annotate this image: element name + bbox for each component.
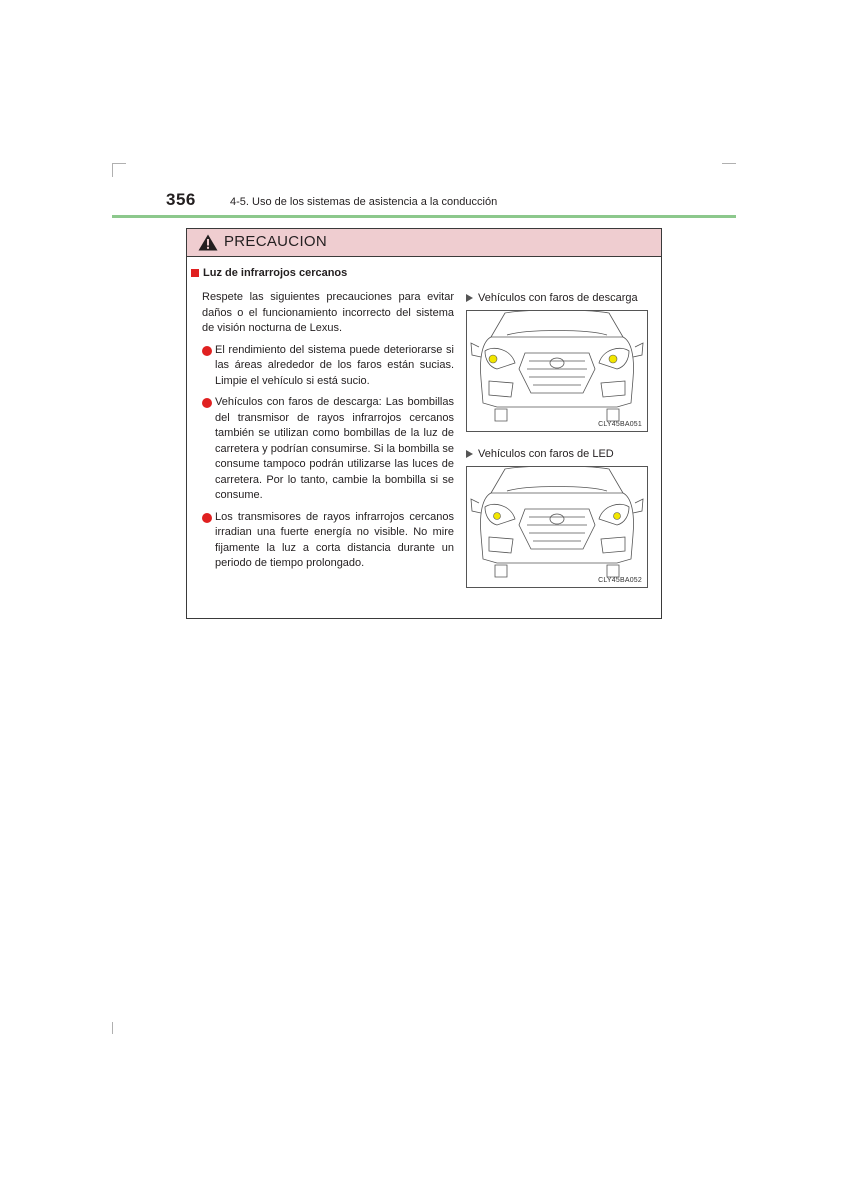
- crop-mark: [112, 1022, 113, 1034]
- bullet-text: Los transmisores de rayos infrarrojos cercanos irradian una fuerte energía no visible. No mire fijamente la luz a corta distancia durante un periodo de tiempo prolongado.: [215, 510, 454, 569]
- figure-label: Vehículos con faros de descarga: [466, 290, 650, 306]
- car-front-drawing: [467, 467, 647, 587]
- intro-paragraph: Respete las siguientes precauciones para evitar daños o el funcionamiento incorrecto del sistema de visión nocturna de Lexus.: [202, 291, 454, 334]
- caution-box: [186, 228, 662, 619]
- crop-mark: [722, 163, 736, 164]
- figure-code: CLY45BA051: [598, 421, 642, 428]
- caution-text-column: [202, 290, 454, 578]
- car-front-drawing: [467, 311, 647, 431]
- bullet-item: [202, 343, 454, 390]
- red-dot-icon: [202, 346, 212, 356]
- square-bullet-icon: [191, 269, 199, 277]
- caution-header: [187, 229, 661, 257]
- red-dot-icon: [202, 398, 212, 408]
- figure-label: Vehículos con faros de LED: [466, 446, 650, 462]
- figure-column: [466, 290, 650, 588]
- bullet-text: El rendimiento del sistema puede deteriorarse si las áreas alrededor de los faros están sucias. Limpie el vehículo si está sucio.: [215, 343, 454, 387]
- figure-code: CLY45BA052: [598, 577, 642, 584]
- car-front-illustration-led: [466, 466, 648, 588]
- caution-subheading: [191, 267, 347, 279]
- triangle-bullet-icon: [466, 450, 473, 458]
- car-front-illustration-discharge: [466, 310, 648, 432]
- header-rule: [112, 215, 736, 218]
- bullet-text: Vehículos con faros de descarga: Las bombillas del transmisor de rayos infrarrojos cercanos también se utilizan como bombillas de la luz de carretera y podrían consumirse. Si la bombilla se consume tampoco podrán utilizarse las luces de carretera. Por lo tanto, cambie la bombilla si se consume.: [215, 396, 454, 501]
- subheading-text: Luz de infrarrojos cercanos: [203, 267, 348, 279]
- red-dot-icon: [202, 513, 212, 523]
- warning-icon: [198, 234, 218, 251]
- triangle-bullet-icon: [466, 294, 473, 302]
- section-title: 4-5. Uso de los sistemas de asistencia a la conducción: [230, 196, 498, 208]
- bullet-item: [202, 395, 454, 504]
- page-number: 356: [166, 190, 196, 209]
- crop-mark: [112, 163, 113, 177]
- caution-title: PRECAUCION: [224, 233, 328, 250]
- crop-mark: [112, 163, 126, 164]
- bullet-item: [202, 510, 454, 572]
